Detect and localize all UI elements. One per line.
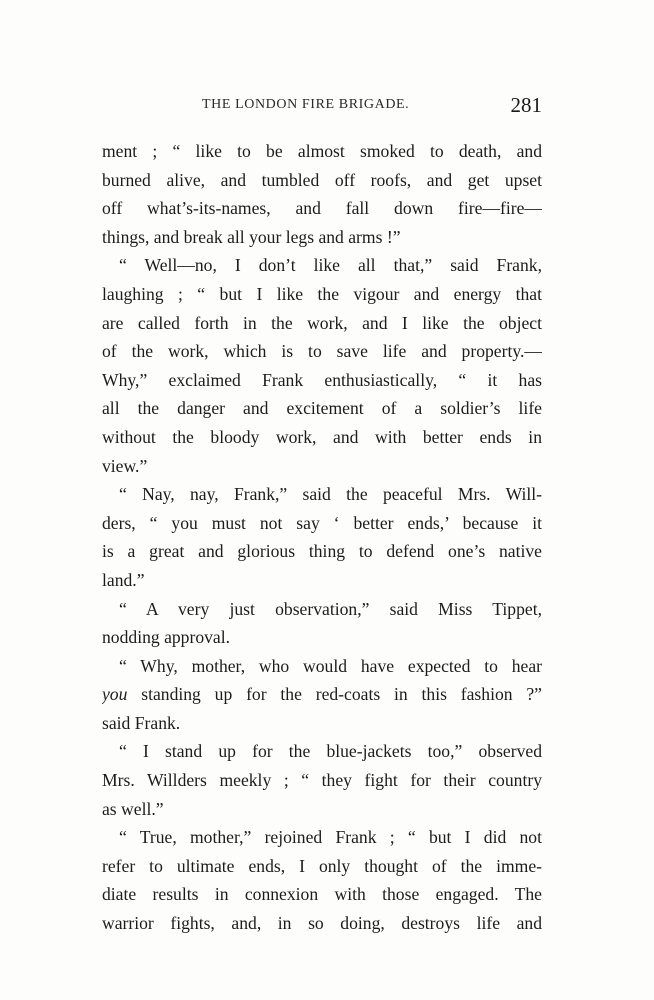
text-line: burned alive, and tumbled off roofs, and get upset <box>102 169 542 190</box>
text-line: “ Well—no, I don’t like all that,” said Frank, <box>119 255 542 276</box>
text-line: off what’s-its-names, and fall down fire—fire— <box>102 198 542 219</box>
text-line: as well.” <box>102 798 164 819</box>
text-line <box>102 680 542 709</box>
text-line: all the danger and excitement of a soldier’s life <box>102 398 542 419</box>
italic-word: you <box>102 684 128 705</box>
page-number: 281 <box>510 93 542 117</box>
text-line: nodding approval. <box>102 627 231 648</box>
text-line: without the bloody work, and with better ends in <box>102 426 542 447</box>
text-line: “ Nay, nay, Frank,” said the peaceful Mrs. Will- <box>119 484 542 505</box>
text-line: things, and break all your legs and arms !” <box>102 226 401 247</box>
text-line: refer to ultimate ends, I only thought of the imme- <box>102 855 542 876</box>
text-line: “ True, mother,” rejoined Frank ; “ but I did not <box>119 827 542 848</box>
text-line: “ A very just observation,” said Miss Tippet, <box>119 598 542 619</box>
text-line-rest: standing up for the red-coats in this fashion ?” <box>127 684 542 705</box>
text-line: of the work, which is to save life and property.— <box>102 341 542 362</box>
text-line: laughing ; “ but I like the vigour and energy that <box>102 283 542 304</box>
text-line: are called forth in the work, and I like the object <box>102 312 542 333</box>
running-head <box>102 93 542 123</box>
text-line: view.” <box>102 455 148 476</box>
text-line: ment ; “ like to be almost smoked to death, and <box>102 141 542 161</box>
running-title: THE LONDON FIRE BRIGADE. <box>202 97 410 112</box>
text-line: “ Why, mother, who would have expected to hear <box>119 655 542 676</box>
text-line: diate results in connexion with those engaged. The <box>102 884 542 905</box>
text-line: said Frank. <box>102 712 181 733</box>
text-line: warrior fights, and, in so doing, destroys life and <box>102 913 542 934</box>
text-line: Mrs. Willders meekly ; “ they fight for their country <box>102 770 542 791</box>
body-text <box>102 137 542 938</box>
text-line: is a great and glorious thing to defend one’s native <box>102 541 542 562</box>
text-line: “ I stand up for the blue-jackets too,” observed <box>119 741 542 762</box>
text-line: land.” <box>102 569 145 590</box>
text-line: Why,” exclaimed Frank enthusiastically, “ it has <box>102 369 542 390</box>
text-line: ders, “ you must not say ‘ better ends,’ because it <box>102 512 542 533</box>
